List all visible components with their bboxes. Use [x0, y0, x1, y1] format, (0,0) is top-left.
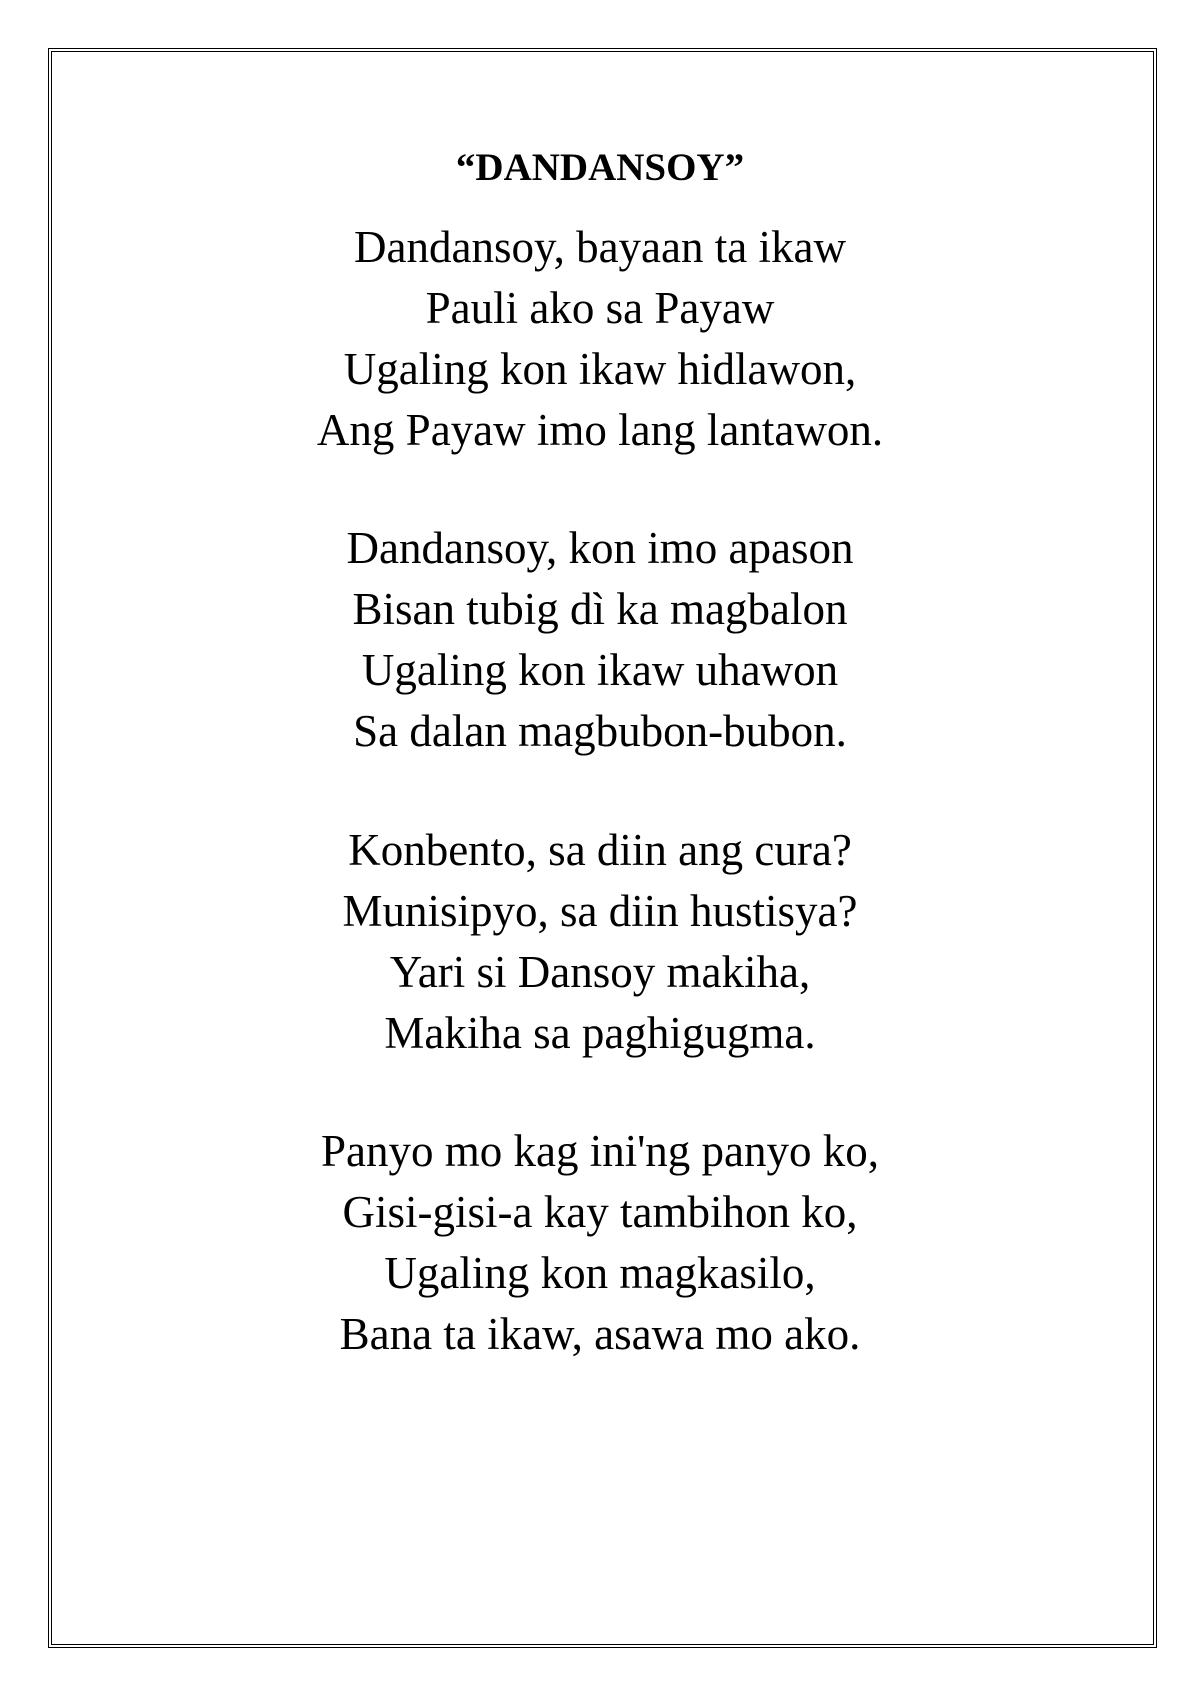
poem-line: Makiha sa paghigugma.: [384, 1008, 816, 1058]
poem-line: Ugaling kon ikaw uhawon: [361, 645, 839, 695]
stanza-3: [0, 820, 1200, 1064]
poem-line: Sa dalan magbubon-bubon.: [353, 706, 847, 756]
poem-line: Ang Payaw imo lang lantawon.: [316, 405, 884, 455]
poem-line: Gisi-gisi-a kay tambihon ko,: [342, 1187, 858, 1237]
poem-title: “DANDANSOY”: [455, 146, 745, 189]
poem-line: Munisipyo, sa diin hustisya?: [342, 886, 858, 936]
poem-line: Bana ta ikaw, asawa mo ako.: [339, 1309, 861, 1359]
stanza-1: [0, 217, 1200, 461]
poem-line: Panyo mo kag ini'ng panyo ko,: [320, 1126, 880, 1176]
stanza-4: [0, 1121, 1200, 1365]
stanza-2: [0, 518, 1200, 762]
poem-line: Bisan tubig dì ka magbalon: [352, 584, 848, 634]
poem-line: Ugaling kon ikaw hidlawon,: [343, 344, 857, 394]
poem-line: Dandansoy, kon imo apason: [346, 523, 854, 573]
poem-line: Dandansoy, bayaan ta ikaw: [354, 222, 846, 272]
poem-line: Konbento, sa diin ang cura?: [348, 825, 852, 875]
poem-line: Yari si Dansoy makiha,: [389, 947, 811, 997]
poem-line: Ugaling kon magkasilo,: [384, 1248, 816, 1298]
poem-line: Pauli ako sa Payaw: [425, 283, 775, 333]
